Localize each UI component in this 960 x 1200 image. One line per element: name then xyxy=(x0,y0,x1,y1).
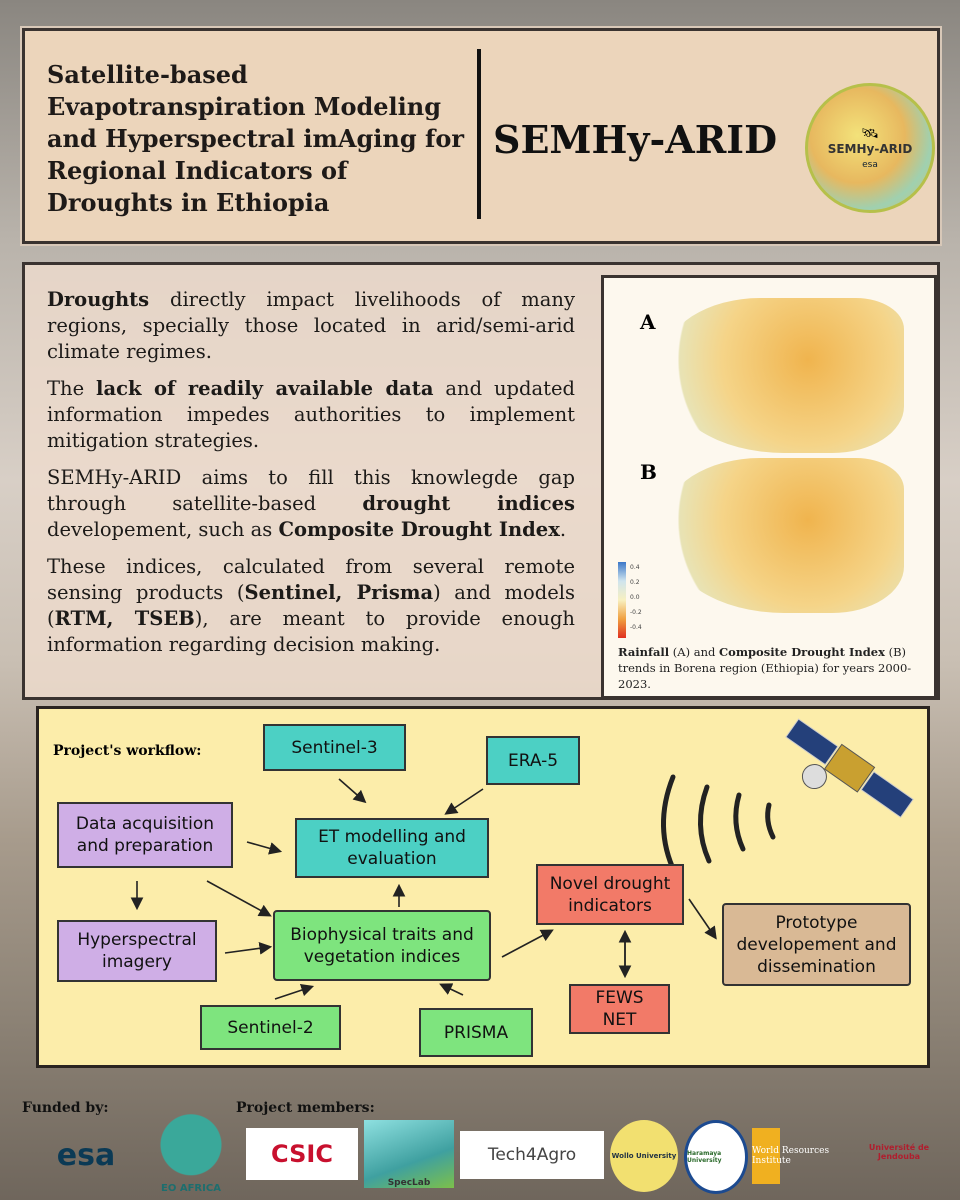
map-label-b: B xyxy=(640,460,657,484)
box-prototype: Prototype developement and dissemination xyxy=(722,903,911,986)
box-biophysical: Biophysical traits and vegetation indices xyxy=(273,910,491,981)
members-label: Project members: xyxy=(236,1100,375,1116)
header-banner xyxy=(22,28,940,244)
emphasis-text: drought indices xyxy=(362,492,575,515)
speclab-logo: SpecLab xyxy=(364,1120,454,1188)
wri-logo: World Resources Institute xyxy=(752,1128,862,1184)
text-run: These indices, calculated from several remote sensing products ( xyxy=(47,555,575,604)
text-run: developement, such as xyxy=(47,518,279,541)
satellite-body xyxy=(770,716,916,841)
workflow-panel xyxy=(36,706,930,1068)
map-figure xyxy=(601,275,937,699)
intro-panel xyxy=(22,262,940,700)
box-data-acquisition: Data acquisition and preparation xyxy=(57,802,233,868)
emphasis-text: Composite Drought Index xyxy=(719,645,885,659)
tech4agro-logo: Tech4Agro xyxy=(460,1131,604,1179)
rainfall-trend-map xyxy=(664,298,904,453)
text-run: ), are meant to provide enough information regarding decision making. xyxy=(47,607,575,656)
legend-tick: 0.0 xyxy=(630,594,640,601)
intro-text xyxy=(47,287,575,669)
wollo-university-logo: Wollo University xyxy=(610,1120,678,1192)
funded-label: Funded by: xyxy=(22,1100,109,1116)
box-hyperspectral: Hyperspectral imagery xyxy=(57,920,217,982)
divider xyxy=(477,49,481,219)
logo-text: SEMHy-ARID xyxy=(827,142,913,156)
map-label-a: A xyxy=(640,310,656,334)
emphasis-text: Droughts xyxy=(47,288,150,311)
box-sentinel-2: Sentinel-2 xyxy=(200,1005,341,1050)
text-run: (A) and xyxy=(669,645,720,659)
box-sentinel-3: Sentinel-3 xyxy=(263,724,406,771)
text-run: directly impact livelihoods of many regions, specially those located in arid/semi-arid climate regimes. xyxy=(47,288,575,363)
figure-caption xyxy=(618,644,928,692)
intro-paragraph xyxy=(47,465,575,543)
legend-tick: 0.2 xyxy=(630,579,640,586)
box-era-5: ERA-5 xyxy=(486,736,580,785)
legend-tick: 0.4 xyxy=(630,564,640,571)
intro-paragraph xyxy=(47,287,575,365)
cdi-trend-map xyxy=(664,458,904,613)
intro-paragraph xyxy=(47,554,575,658)
csic-logo: CSIC xyxy=(246,1128,358,1180)
satellite-icon xyxy=(663,777,773,873)
logo-esa: esa xyxy=(862,160,878,170)
project-logo xyxy=(805,83,935,213)
intro-paragraph xyxy=(47,376,575,454)
box-fews-net: FEWS NET xyxy=(569,984,670,1034)
box-prisma: PRISMA xyxy=(419,1008,533,1057)
text-run: . xyxy=(559,518,567,541)
text-run: ) and models ( xyxy=(47,581,575,630)
text-run: The xyxy=(47,377,97,400)
haramaya-university-logo: Haramaya University xyxy=(684,1120,748,1194)
emphasis-text: lack of readily available data xyxy=(96,377,434,400)
workflow-label: Project's workflow: xyxy=(53,743,202,759)
text-run: SEMHy-ARID aims to fill this knowlegde gap through satellite-based xyxy=(47,466,575,515)
eo-africa-logo: EO AFRICA xyxy=(156,1112,226,1194)
emphasis-text: Sentinel, Prisma xyxy=(244,581,434,604)
satellite-icon: 🛰 xyxy=(861,126,879,142)
project-acronym: SEMHy-ARID xyxy=(493,117,778,162)
esa-logo: esa xyxy=(56,1137,116,1173)
text-run: and updated information impedes authorities to implement mitigation strategies. xyxy=(47,377,575,452)
jendouba-logo: Université de Jendouba xyxy=(868,1143,930,1161)
text-run: (B) trends in Borena region (Ethiopia) for years 2000-2023. xyxy=(618,645,912,691)
legend-tick: -0.4 xyxy=(630,624,642,631)
legend-tick: -0.2 xyxy=(630,609,642,616)
box-et-modelling: ET modelling and evaluation xyxy=(295,818,489,878)
project-title: Satellite-based Evapotranspiration Modeling and Hyperspectral imAging for Regional Indicators of Droughts in Ethiopia xyxy=(47,60,464,217)
emphasis-text: Composite Drought Index xyxy=(278,518,560,541)
emphasis-text: Rainfall xyxy=(618,645,670,659)
emphasis-text: RTM, TSEB xyxy=(54,607,195,630)
box-novel-indicators: Novel drought indicators xyxy=(536,864,684,925)
color-legend xyxy=(618,562,626,638)
